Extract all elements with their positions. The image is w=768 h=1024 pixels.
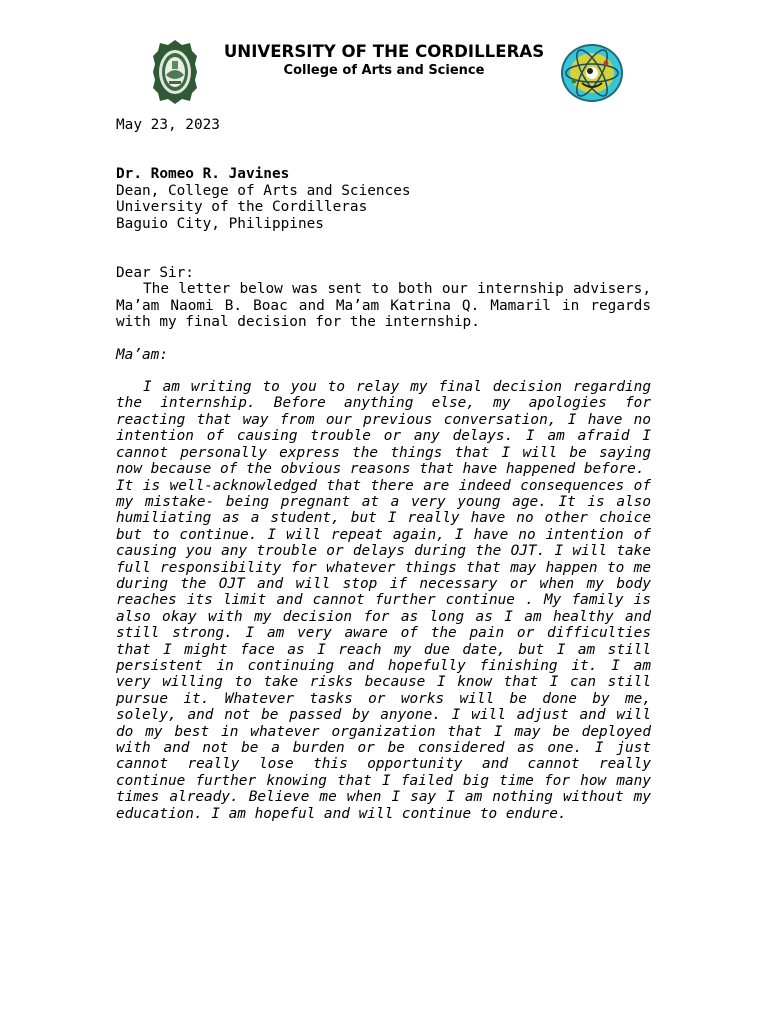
recipient-name: Dr. Romeo R. Javines <box>116 166 290 183</box>
college-name: College of Arts and Science <box>283 63 485 78</box>
university-name: UNIVERSITY OF THE CORDILLERAS <box>223 42 545 61</box>
letter-paragraph: It is well-acknowledged that there are indeed consequences of my mistake- being pregnant at a very young age. It is also humiliating as a student, but I really have no other choice but to continue. I will repeat again, I have no intention of causing you any trouble or delays during the OJT. I will take full responsibility for whatever things that may happen to me during the OJT and will stop if necessary or when my body reaches its limit and cannot further continue . My family is also okay with my decision for as long as I am healthy and still strong. I am very aware of the pain or difficulties that I might face as I reach my due date, but I am still persistent in continuing and hopefully finishing it. I am very willing to take risks because I know that I can still pursue it. Whatever tasks or works will be done by me, solely, and not be passed by anyone. I will adjust and will do my best in whatever organization that I may be deployed with and not be a burden or be considered as one. I just cannot really lose this opportunity and cannot really continue further knowing that I failed big time for how many times already. Believe me when I say I am nothing without my education. I am hopeful and will continue to endure. <box>116 477 651 822</box>
letter-body <box>116 117 651 822</box>
salutation: Dear Sir: <box>116 265 194 282</box>
college-emblem-icon <box>560 43 624 103</box>
recipient-institution: University of the Cordilleras <box>116 199 368 216</box>
university-seal-icon <box>152 39 198 105</box>
intro-paragraph: The letter below was sent to both our internship advisers, Ma’am Naomi B. Boac and Ma’am Katrina Q. Mamaril in regards with my final decision for the internship. <box>116 281 651 331</box>
quoted-letter <box>116 379 651 822</box>
inner-salutation: Ma’am: <box>116 346 168 363</box>
letter-date: May 23, 2023 <box>116 117 220 133</box>
recipient-block <box>116 166 651 232</box>
recipient-location: Baguio City, Philippines <box>116 215 324 232</box>
letterhead <box>0 0 768 110</box>
recipient-title: Dean, College of Arts and Sciences <box>116 182 411 199</box>
letter-paragraph: I am writing to you to relay my final decision regarding the internship. Before anything else, my apologies for reacting that way from our previous conversation, I have no intention of causing trouble or any delays. I am afraid I cannot personally express the things that I will be saying now because of the obvious reasons that have happened before. <box>116 379 651 478</box>
